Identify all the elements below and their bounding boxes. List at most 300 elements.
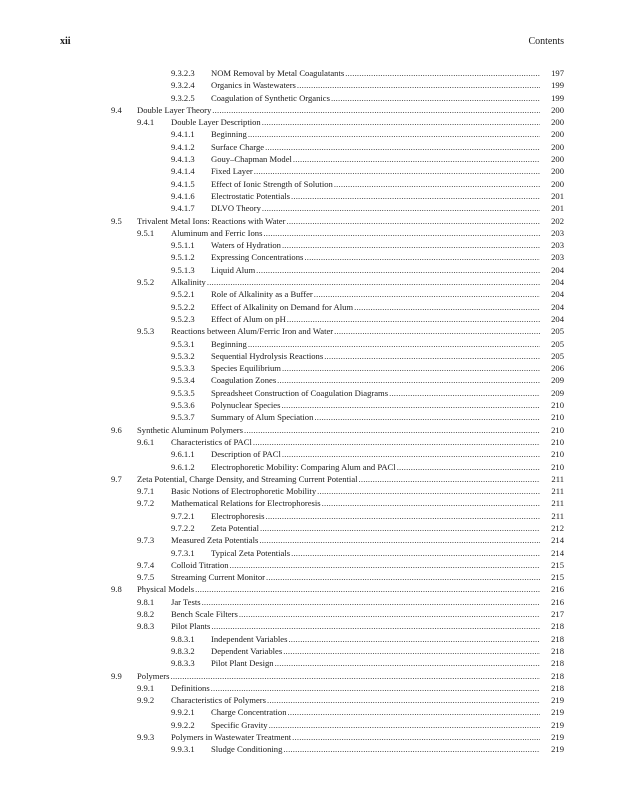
dot-leader: [262, 116, 540, 128]
dot-leader: [282, 239, 540, 251]
dot-leader: [254, 165, 540, 177]
toc-entry: [60, 301, 564, 313]
title-leader: [211, 399, 540, 411]
dot-leader: [195, 583, 540, 595]
section-number: 9.7.3.1: [171, 547, 195, 558]
section-number: 9.9.2.1: [171, 707, 195, 718]
section-number: 9.7.5: [137, 572, 155, 583]
title-leader: [171, 485, 540, 497]
title-leader: [171, 694, 540, 706]
page-number: 215: [551, 572, 564, 583]
page-number: 211: [551, 498, 564, 509]
toc-entry: [60, 448, 564, 460]
section-title: Double Layer Theory: [137, 104, 212, 115]
section-title: Double Layer Description: [171, 117, 261, 128]
toc-entry: [60, 547, 564, 559]
section-title: Summary of Alum Speciation: [211, 412, 314, 423]
dot-leader: [288, 633, 540, 645]
section-title: Synthetic Aluminum Polymers: [137, 424, 243, 435]
dot-leader: [256, 264, 540, 276]
section-number: 9.3.2.3: [171, 68, 195, 78]
page-number: 219: [551, 707, 564, 718]
section-title: Characteristics of Polymers: [171, 695, 266, 706]
toc-entry: [60, 670, 564, 682]
page-number: 200: [551, 154, 564, 165]
section-number: 9.4.1.3: [171, 154, 195, 165]
toc-entry: [60, 583, 564, 595]
toc-entry: [60, 473, 564, 485]
page-number: 218: [551, 670, 564, 681]
title-leader: [211, 313, 540, 325]
section-title: DLVO Theory: [211, 203, 261, 214]
dot-leader: [334, 325, 540, 337]
section-title: Typical Zeta Potentials: [211, 547, 291, 558]
section-number: 9.5.3.4: [171, 375, 195, 386]
section-number: 9.7.2.1: [171, 510, 195, 521]
dot-leader: [260, 522, 540, 534]
title-leader: [137, 215, 540, 227]
dot-leader: [253, 436, 540, 448]
toc-entry: [60, 350, 564, 362]
page-number: 209: [551, 375, 564, 386]
toc-entry: [60, 571, 564, 583]
title-leader: [211, 79, 540, 91]
page-number: 204: [551, 313, 564, 324]
section-number: 9.5.2.2: [171, 301, 195, 312]
dot-leader: [212, 104, 540, 116]
section-number: 9.5.2.3: [171, 313, 195, 324]
toc-entry: [60, 215, 564, 227]
section-number: 9.7.2.2: [171, 522, 195, 533]
title-leader: [211, 461, 540, 473]
toc-entry: [60, 239, 564, 251]
section-title: NOM Removal by Metal Coagulatants: [211, 68, 345, 78]
toc-entry: [60, 264, 564, 276]
title-leader: [211, 202, 540, 214]
toc-entry: [60, 190, 564, 202]
toc-entry: [60, 362, 564, 374]
section-number: 9.5.3.1: [171, 338, 195, 349]
section-title: Effect of Alkalinity on Demand for Alum: [211, 301, 354, 312]
section-title: Description of PACl: [211, 449, 281, 460]
page-number: 200: [551, 178, 564, 189]
section-title: Colloid Titration: [171, 559, 229, 570]
toc-entry: [60, 608, 564, 620]
page-number: 210: [551, 436, 564, 447]
section-title: Jar Tests: [171, 596, 201, 607]
title-leader: [211, 92, 540, 104]
toc-entry: [60, 276, 564, 288]
page-number: 215: [551, 559, 564, 570]
section-number: 9.5.1: [137, 227, 155, 238]
page-number: 218: [551, 682, 564, 693]
page-number: 210: [551, 449, 564, 460]
section-number: 9.4.1.4: [171, 166, 195, 177]
table-of-contents: [60, 67, 564, 756]
section-number: 9.4.1.2: [171, 141, 195, 152]
section-number: 9.7.4: [137, 559, 155, 570]
dot-leader: [259, 534, 540, 546]
section-title: Zeta Potential: [211, 522, 259, 533]
section-number: 9.8.3.2: [171, 645, 195, 656]
page-number: 216: [551, 596, 564, 607]
section-number: 9.5.3.5: [171, 387, 195, 398]
section-number: 9.4.1.5: [171, 178, 195, 189]
title-leader: [137, 104, 540, 116]
running-title: Contents: [528, 36, 564, 47]
section-title: Bench Scale Filters: [171, 609, 238, 620]
toc-entry: [60, 338, 564, 350]
toc-entry: [60, 694, 564, 706]
section-title: Surface Charge: [211, 141, 265, 152]
section-number: 9.9.1: [137, 682, 155, 693]
toc-entry: [60, 731, 564, 743]
page-number: 200: [551, 166, 564, 177]
dot-leader: [293, 153, 540, 165]
page-number: 217: [551, 609, 564, 620]
section-number: 9.7.3: [137, 535, 155, 546]
dot-leader: [288, 706, 541, 718]
dot-leader: [248, 338, 540, 350]
title-leader: [211, 67, 540, 79]
page-number: 201: [551, 203, 564, 214]
dot-leader: [207, 276, 540, 288]
section-number: 9.5.1.1: [171, 240, 195, 251]
dot-leader: [269, 719, 540, 731]
title-leader: [211, 251, 540, 263]
dot-leader: [282, 448, 540, 460]
section-number: 9.8.3.3: [171, 658, 195, 669]
page-number: 204: [551, 277, 564, 288]
title-leader: [211, 411, 540, 423]
section-number: 9.9.2: [137, 695, 155, 706]
toc-entry: [60, 165, 564, 177]
section-number: 9.8.2: [137, 609, 155, 620]
section-number: 9.5.1.2: [171, 252, 195, 263]
toc-entry: [60, 227, 564, 239]
section-title: Physical Models: [137, 584, 195, 595]
title-leader: [211, 657, 540, 669]
title-leader: [211, 264, 540, 276]
section-number: 9.7: [111, 473, 122, 484]
dot-leader: [334, 178, 540, 190]
dot-leader: [263, 227, 540, 239]
section-title: Characteristics of PACl: [171, 436, 252, 447]
section-title: Measured Zeta Potentials: [171, 535, 259, 546]
dot-leader: [324, 350, 540, 362]
page-number: 202: [551, 215, 564, 226]
dot-leader: [322, 497, 540, 509]
section-title: Pilot Plants: [171, 621, 211, 632]
section-title: Charge Concentration: [211, 707, 287, 718]
section-title: Reactions between Alum/Ferric Iron and Water: [171, 326, 334, 337]
toc-entry: [60, 411, 564, 423]
page-number: 197: [551, 68, 564, 78]
page-number: 219: [551, 719, 564, 730]
section-title: Mathematical Relations for Electrophoresis: [171, 498, 321, 509]
title-leader: [211, 128, 540, 140]
section-number: 9.4.1.1: [171, 129, 195, 140]
page-number: 219: [551, 732, 564, 743]
title-leader: [211, 374, 540, 386]
title-leader: [171, 534, 540, 546]
title-leader: [171, 596, 540, 608]
section-title: Sequential Hydrolysis Reactions: [211, 350, 324, 361]
toc-entry: [60, 534, 564, 546]
section-title: Gouy–Chapman Model: [211, 154, 292, 165]
section-number: 9.3.2.4: [171, 80, 195, 91]
toc-entry: [60, 67, 564, 79]
dot-leader: [202, 596, 540, 608]
toc-entry: [60, 682, 564, 694]
page-numeral: xii: [60, 36, 71, 47]
dot-leader: [354, 301, 540, 313]
section-title: Organics in Wastewaters: [211, 80, 296, 91]
page-number: 203: [551, 227, 564, 238]
page-number: 211: [551, 486, 564, 497]
title-leader: [137, 424, 540, 436]
title-leader: [211, 165, 540, 177]
page-number: 214: [551, 535, 564, 546]
toc-entry: [60, 116, 564, 128]
section-number: 9.6.1: [137, 436, 155, 447]
title-leader: [171, 276, 540, 288]
page-number: 206: [551, 363, 564, 374]
page-number: 199: [551, 80, 564, 91]
section-number: 9.5: [111, 215, 122, 226]
toc-entry: [60, 645, 564, 657]
section-number: 9.5.3.2: [171, 350, 195, 361]
section-number: 9.7.2: [137, 498, 155, 509]
title-leader: [171, 620, 540, 632]
toc-entry: [60, 522, 564, 534]
section-number: 9.9: [111, 670, 122, 681]
section-number: 9.5.2.1: [171, 289, 195, 300]
toc-entry: [60, 620, 564, 632]
section-number: 9.4: [111, 104, 122, 115]
dot-leader: [287, 313, 540, 325]
title-leader: [211, 153, 540, 165]
section-title: Coagulation Zones: [211, 375, 277, 386]
title-leader: [211, 301, 540, 313]
toc-entry: [60, 719, 564, 731]
title-leader: [171, 571, 540, 583]
toc-entry: [60, 374, 564, 386]
title-leader: [171, 227, 540, 239]
section-title: Electrostatic Potentials: [211, 190, 290, 201]
title-leader: [211, 645, 540, 657]
section-number: 9.4.1.7: [171, 203, 195, 214]
section-title: Electrophoresis: [211, 510, 265, 521]
section-number: 9.8.3.1: [171, 633, 195, 644]
section-title: Effect of Ionic Strength of Solution: [211, 178, 333, 189]
section-title: Polynuclear Species: [211, 400, 281, 411]
section-title: Independent Variables: [211, 633, 288, 644]
title-leader: [211, 387, 540, 399]
dot-leader: [211, 620, 540, 632]
toc-entry: [60, 313, 564, 325]
title-leader: [171, 559, 540, 571]
title-leader: [211, 719, 540, 731]
section-number: 9.6.1.1: [171, 449, 195, 460]
section-number: 9.8.1: [137, 596, 155, 607]
page-number: 210: [551, 461, 564, 472]
section-number: 9.3.2.5: [171, 92, 195, 103]
section-title: Polymers in Wastewater Treatment: [171, 732, 292, 743]
section-number: 9.5.3.3: [171, 363, 195, 374]
toc-entry: [60, 178, 564, 190]
title-leader: [211, 178, 540, 190]
page-number: 200: [551, 141, 564, 152]
dot-leader: [266, 571, 540, 583]
section-number: 9.4.1: [137, 117, 155, 128]
dot-leader: [211, 682, 540, 694]
toc-entry: [60, 79, 564, 91]
page-number: 205: [551, 338, 564, 349]
page-number: 214: [551, 547, 564, 558]
section-title: Pilot Plant Design: [211, 658, 274, 669]
toc-entry: [60, 485, 564, 497]
toc-entry: [60, 743, 564, 755]
toc-entry: [60, 436, 564, 448]
section-number: 9.5.3.7: [171, 412, 195, 423]
page-number: 218: [551, 645, 564, 656]
section-title: Expressing Concentrations: [211, 252, 304, 263]
dot-leader: [397, 461, 540, 473]
toc-entry: [60, 657, 564, 669]
section-title: Species Equilibrium: [211, 363, 281, 374]
section-title: Coagulation of Synthetic Organics: [211, 92, 330, 103]
dot-leader: [277, 374, 540, 386]
page-number: 211: [551, 473, 564, 484]
title-leader: [137, 473, 540, 485]
title-leader: [211, 522, 540, 534]
toc-entry: [60, 141, 564, 153]
page-number: 218: [551, 621, 564, 632]
title-leader: [211, 338, 540, 350]
toc-entry: [60, 497, 564, 509]
section-number: 9.7.1: [137, 486, 155, 497]
title-leader: [171, 608, 540, 620]
page-number: 200: [551, 129, 564, 140]
page-header: [60, 36, 564, 50]
title-leader: [171, 116, 540, 128]
title-leader: [137, 583, 540, 595]
page-number: 205: [551, 326, 564, 337]
page-number: 203: [551, 240, 564, 251]
toc-entry: [60, 153, 564, 165]
toc-entry: [60, 559, 564, 571]
section-number: 9.5.3: [137, 326, 155, 337]
title-leader: [211, 743, 540, 755]
title-leader: [211, 141, 540, 153]
title-leader: [211, 288, 540, 300]
toc-entry: [60, 202, 564, 214]
title-leader: [211, 190, 540, 202]
section-number: 9.5.2: [137, 277, 155, 288]
section-title: Zeta Potential, Charge Density, and Streaming Current Potential: [137, 473, 358, 484]
page-number: 210: [551, 424, 564, 435]
section-number: 9.9.3.1: [171, 744, 195, 755]
toc-entry: [60, 399, 564, 411]
toc-entry: [60, 251, 564, 263]
section-title: Beginning: [211, 129, 247, 140]
toc-entry: [60, 325, 564, 337]
section-title: Definitions: [171, 682, 210, 693]
title-leader: [211, 510, 540, 522]
section-title: Dependent Variables: [211, 645, 283, 656]
toc-entry: [60, 104, 564, 116]
section-title: Spreadsheet Construction of Coagulation Diagrams: [211, 387, 389, 398]
dot-leader: [389, 387, 540, 399]
dot-leader: [317, 485, 540, 497]
dot-leader: [292, 731, 540, 743]
title-leader: [171, 682, 540, 694]
section-title: Liquid Alum: [211, 264, 256, 275]
page-number: 205: [551, 350, 564, 361]
section-number: 9.5.1.3: [171, 264, 195, 275]
toc-entry: [60, 510, 564, 522]
page-number: 212: [551, 522, 564, 533]
section-number: 9.4.1.6: [171, 190, 195, 201]
dot-leader: [265, 141, 540, 153]
dot-leader: [286, 215, 540, 227]
page-number: 219: [551, 744, 564, 755]
toc-entry: [60, 92, 564, 104]
dot-leader: [230, 559, 540, 571]
page-number: 199: [551, 92, 564, 103]
title-leader: [171, 731, 540, 743]
section-number: 9.8: [111, 584, 122, 595]
dot-leader: [314, 411, 540, 423]
section-number: 9.6.1.2: [171, 461, 195, 472]
section-title: Specific Gravity: [211, 719, 268, 730]
page-number: 203: [551, 252, 564, 263]
title-leader: [211, 350, 540, 362]
dot-leader: [239, 608, 540, 620]
section-title: Beginning: [211, 338, 247, 349]
section-title: Electrophoretic Mobility: Comparing Alum and PACl: [211, 461, 396, 472]
page-number: 216: [551, 584, 564, 595]
toc-entry: [60, 633, 564, 645]
title-leader: [171, 436, 540, 448]
toc-entry: [60, 706, 564, 718]
title-leader: [211, 633, 540, 645]
page-number: 218: [551, 633, 564, 644]
dot-leader: [291, 190, 540, 202]
section-number: 9.5.3.6: [171, 400, 195, 411]
title-leader: [211, 362, 540, 374]
dot-leader: [283, 645, 540, 657]
title-leader: [211, 448, 540, 460]
toc-entry: [60, 128, 564, 140]
dot-leader: [314, 288, 540, 300]
page-number: 200: [551, 104, 564, 115]
dot-leader: [248, 128, 540, 140]
dot-leader: [359, 473, 540, 485]
toc-entry: [60, 424, 564, 436]
title-leader: [211, 239, 540, 251]
dot-leader: [291, 547, 540, 559]
page-number: 209: [551, 387, 564, 398]
title-leader: [137, 670, 540, 682]
dot-leader: [282, 362, 540, 374]
dot-leader: [281, 399, 540, 411]
section-title: Fixed Layer: [211, 166, 253, 177]
page-number: 211: [551, 510, 564, 521]
section-number: 9.9.2.2: [171, 719, 195, 730]
section-title: Sludge Conditioning: [211, 744, 283, 755]
